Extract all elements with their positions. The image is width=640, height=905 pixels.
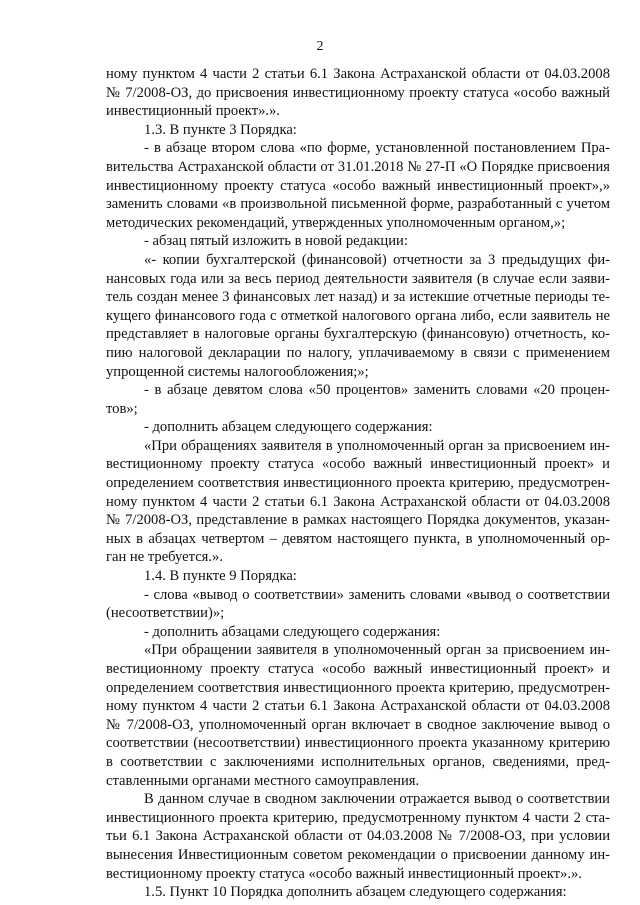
text-line: «При обращениях заявителя в уполномоченный орган за присвоением ин- [144, 437, 610, 454]
text-line: вестиционному проекту статуса «особо важный инвестиционный проект».». [106, 865, 582, 882]
text-line: заменить словами «в произвольной письменной форме, разработанный с учетом [106, 196, 610, 213]
text-line: ставленными органами местного самоуправления. [106, 772, 420, 789]
text-line: определением соответствия инвестиционного проекта критерию, предусмотрен- [106, 475, 610, 492]
text-line: упрощенной системы налогообложения;»; [106, 363, 369, 380]
text-line: В данном случае в сводном заключении отражается вывод о соответствии [144, 791, 610, 808]
text-line: вительства Астраханской области от 31.01.2018 № 27-П «О Порядке присвоения [106, 158, 610, 175]
text-line: 1.4. В пункте 9 Порядка: [144, 568, 297, 585]
text-line: кущего финансового года с отметкой налогового органа либо, если заявитель не [106, 307, 610, 324]
document-body [106, 65, 610, 902]
text-line: тьи 6.1 Закона Астраханской области от 04.03.2008 № 7/2008-ОЗ, при условии [106, 828, 610, 845]
text-line: № 7/2008-ОЗ, уполномоченный орган включает в сводное заключение вывод о [106, 716, 610, 733]
text-line: тов»; [106, 400, 138, 417]
text-line: - в абзаце втором слова «по форме, установленной постановлением Пра- [144, 140, 610, 157]
text-line: в соответствии с заключениями исполнительных органов, сведениями, пред- [106, 753, 610, 770]
text-line: «- копии бухгалтерской (финансовой) отчетности за 3 предыдущих фи- [144, 251, 610, 268]
text-line: определением соответствия инвестиционного проекта критерию, предусмотрен- [106, 679, 610, 696]
text-line: пию налоговой декларации по налогу, уплачиваемому в связи с применением [106, 344, 610, 361]
text-line: представляет в налоговые органы бухгалтерскую (финансовую) отчетность, ко- [106, 326, 610, 343]
text-line: 1.3. В пункте 3 Порядка: [144, 121, 297, 138]
text-line: тель создан менее 3 финансовых лет назад) и за истекшие отчетные периоды те- [106, 289, 610, 306]
text-line: № 7/2008-ОЗ, до присвоения инвестиционному проекту статуса «особо важный [106, 84, 610, 101]
text-line: инвестиционному проекту статуса «особо важный инвестиционный проект»,» [106, 177, 610, 194]
text-line: вестиционному проекту статуса «особо важный инвестиционный проект» и [106, 661, 610, 677]
text-line: соответствии (несоответствии) инвестиционного проекта указанному критерию [106, 735, 610, 752]
text-line: вынесения Инвестиционным советом рекомендации о присвоении данному ин- [106, 846, 610, 863]
text-line: «При обращении заявителя в уполномоченный орган за присвоением ин- [144, 642, 610, 659]
text-line: № 7/2008-ОЗ, представление в рамках настоящего Порядка документов, указан- [106, 512, 610, 529]
text-line: инвестиционного проекта критерию, предусмотренному пунктом 4 части 2 ста- [106, 809, 610, 826]
text-line: методических рекомендаций, утвержденных уполномоченным органом,»; [106, 214, 566, 231]
text-line: инвестиционный проект».». [106, 103, 280, 120]
text-line: - в абзаце девятом слова «50 процентов» заменить словами «20 процен- [144, 382, 610, 399]
text-line: 1.5. Пункт 10 Порядка дополнить абзацем следующего содержания: [144, 884, 567, 901]
page-number: 2 [316, 39, 324, 54]
text-line: ному пунктом 4 части 2 статьи 6.1 Закона Астраханской области от 04.03.2008 [106, 66, 610, 82]
text-line: ных в абзацах четвертом – девятом настоящего пункта, в уполномоченный ор- [106, 530, 610, 547]
text-line: - дополнить абзацем следующего содержания: [144, 419, 433, 436]
text-line: ному пунктом 4 части 2 статьи 6.1 Закона Астраханской области от 04.03.2008 [106, 493, 610, 510]
text-line: - абзац пятый изложить в новой редакции: [144, 233, 408, 250]
text-line: вестиционному проекту статуса «особо важный инвестиционный проект» и [106, 456, 610, 473]
text-line: - слова «вывод о соответствии» заменить словами «вывод о соответствии [144, 586, 610, 603]
text-line: ган не требуется.». [106, 549, 223, 566]
text-line: нансовых года или за весь период деятельности заявителя (в случае если заяви- [106, 270, 610, 287]
text-line: - дополнить абзацами следующего содержания: [144, 623, 441, 640]
text-line: (несоответствии)»; [106, 605, 225, 622]
text-line: ному пунктом 4 части 2 статьи 6.1 Закона Астраханской области от 04.03.2008 [106, 698, 610, 715]
